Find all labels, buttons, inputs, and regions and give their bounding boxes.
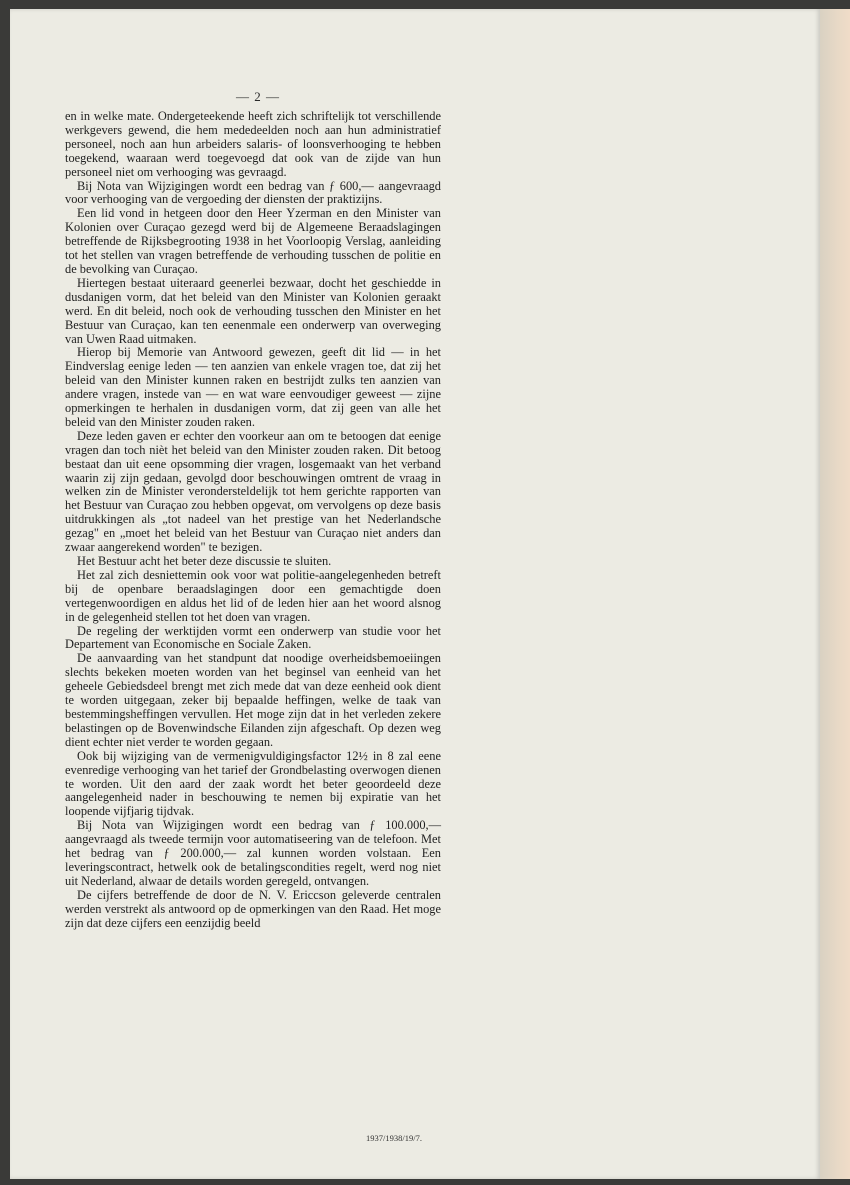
paragraph: De aanvaarding van het standpunt dat noodige overheidsbemoeiingen slechts bekeken moeten worden van het beginsel van eenheid van het geheele Gebiedsdeel brengt met zich mede dat van deze eenheid ook dient te worden uitgegaan, zeker bij bepaalde heffingen, welke de taak van bestemmingsheffingen vervullen. Het moge zijn dat in het verleden zekere belastingen op de Bovenwindsche Eilanden zijn afgeschaft. Op dezen weg dient echter niet verder te worden gegaan. [65,651,441,749]
paragraph: De regeling der werktijden vormt een onderwerp van studie voor het Departement van Economische en Sociale Zaken. [65,623,441,652]
paragraph: en in welke mate. Ondergeteekende heeft zich schriftelijk tot verschillende werkgevers gewend, die hem mededeelden noch aan hun administratief personeel, noch aan hun arbeiders salaris- of loonsverhooging te hebben toegekend, waaraan werd toegevoegd dat ook van de zijde van hun personeel niet om verhooging was gevraagd. [65,109,441,179]
adjacent-page-edge [820,9,850,1179]
paragraph: Bij Nota van Wijzigingen wordt een bedrag van ƒ 100.000,— aangevraagd als tweede termijn voor automatiseering van de telefoon. Met het bedrag van ƒ 200.000,— zal kunnen worden volstaan. Een leveringscontract, hetwelk ook de betalingscondities regelt, werd nog niet uit Nederland, alwaar de details worden geregeld, ontvangen. [65,818,441,888]
paragraph: Hiertegen bestaat uiteraard geenerlei bezwaar, docht het geschiedde in dusdanigen vorm, dat het beleid van den Minister van Kolonien geraakt werd. En dit beleid, noch ook de verhouding tusschen den Minister en het Bestuur van Curaçao, kan ten eenenmale een onderwerp van overweging van Uwen Raad uitmaken. [65,275,441,346]
body-text [65,110,441,930]
paragraph: Het zal zich desniettemin ook voor wat politie-aangelegenheden betreft bij de openbare beraadslagingen door een gemachtigde doen vertegenwoordigen en aldus het lid of de leden hier aan het woord alsnog in de gelegenheid stellen tot het doen van vragen. [65,567,441,624]
paragraph: Het Bestuur acht het beter deze discussie te sluiten. [77,554,332,568]
paragraph: De cijfers betreffende de door de N. V. Ericcson geleverde centralen werden verstrekt als antwoord op de opmerkingen van den Raad. Het moge zijn dat deze cijfers een eenzijdig beeld [65,887,441,930]
paragraph: Hierop bij Memorie van Antwoord gewezen, geeft dit lid — in het Eindverslag eenige leden — ten aanzien van enkele vragen toe, dat zij het beleid van den Minister kunnen raken en bestrijdt zulks ten aanzien van andere vragen, instede van — en wat ware eenvoudiger geweest — zijne opmerkingen te herhalen in dusdanigen vorm, dat zij geen van alle het beleid van den Minister zouden raken. [65,345,441,429]
paragraph: Deze leden gaven er echter den voorkeur aan om te betoogen dat eenige vragen dan toch nièt het beleid van den Minister zouden raken. Dit betoog bestaat dan uit eene opsomming dier vragen, losgemaakt van het verband waarin zij zijn gedaan, gevolgd door beschouwingen omtrent de vraag in welken zin de Minister verondersteldelijk tot hem gerichte rapporten van het Bestuur van Curaçao zou hebben opgevat, om vervolgens op deze basis uitdrukkingen als „tot nadeel van het prestige van het Nederlandsche gezag" en „moet het beleid van het Bestuur van Curaçao niet anders dan zwaar aangerekend worden" te bezigen. [65,428,441,555]
paragraph: Ook bij wijziging van de vermenigvuldigingsfactor 12½ in 8 zal eene evenredige verhooging van het tarief der Grondbelasting overwogen dienen te worden. Uit den aard der zaak wordt het beter geoordeeld deze aangelegenheid nader in beschouwing te nemen bij expiratie van het loopende vijfjarig tijdvak. [65,748,441,819]
page-number: — 2 — [236,89,280,104]
paragraph: Een lid vond in hetgeen door den Heer Yzerman en den Minister van Kolonien over Curaçao gezegd werd bij de Algemeene Beraadslagingen betreffende de Rijksbegrooting 1938 in het Voorloopig Verslag, aanleiding tot het stellen van vragen betreffende de verhouding tusschen de politie en de bevolking van Curaçao. [65,206,441,276]
paragraph: Bij Nota van Wijzigingen wordt een bedrag van ƒ 600,— aangevraagd voor verhooging van de vergoeding der diensten der praktizijns. [65,178,441,207]
footer-code: 1937/1938/19/7. [366,1133,422,1143]
